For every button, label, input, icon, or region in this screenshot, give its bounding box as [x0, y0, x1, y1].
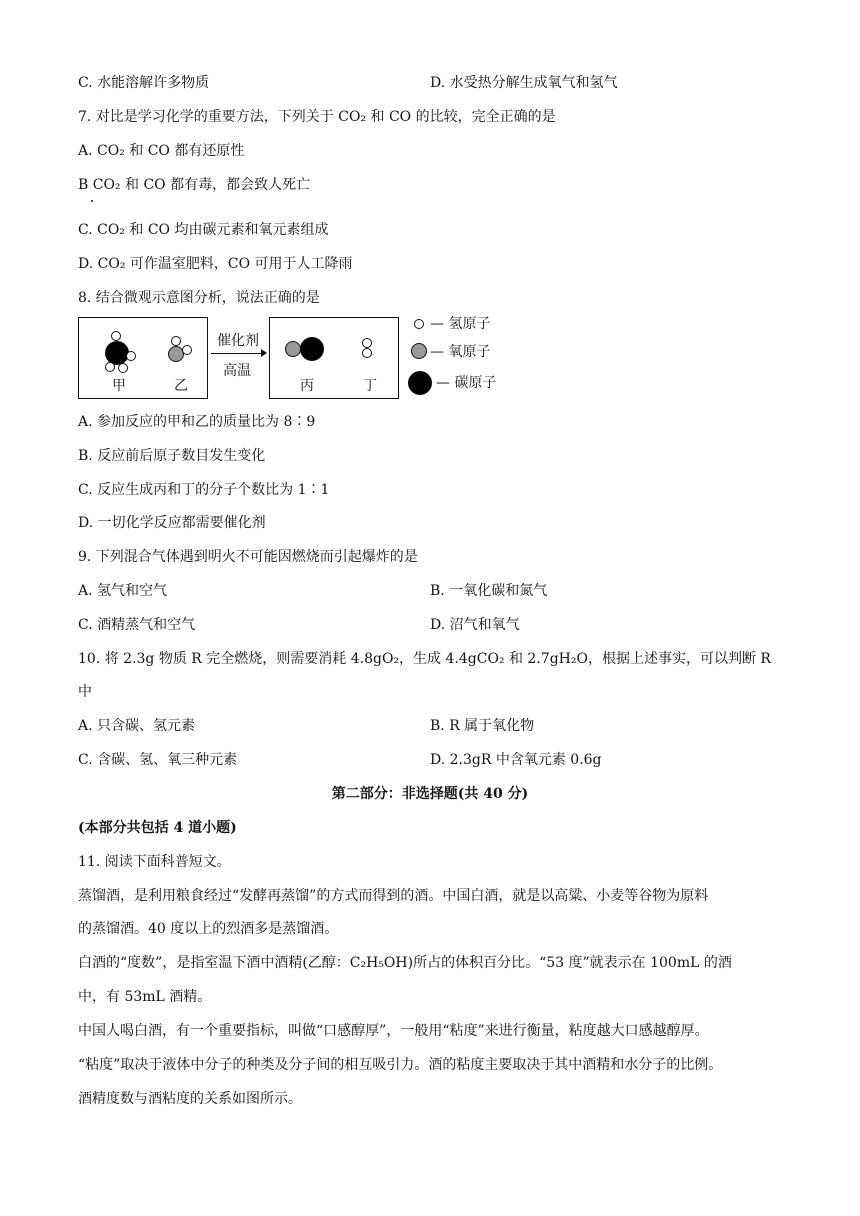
q8-stem: 8. 结合微观示意图分析，说法正确的是 — [78, 290, 320, 306]
q11-paragraph2-line2: 中，有 53mL 酒精。 — [78, 989, 212, 1005]
q7-stem: 7. 对比是学习化学的重要方法，下列关于 CO₂ 和 CO 的比较，完全正确的是 — [78, 109, 556, 125]
q9-option-c: C. 酒精蒸气和空气 — [78, 617, 196, 633]
carbon-atom — [300, 337, 324, 361]
legend-carbon-icon — [408, 371, 432, 395]
reaction-diagram — [78, 315, 518, 400]
legend-oxygen-label: — 氧原子 — [430, 344, 491, 360]
hydrogen-atom — [126, 351, 136, 361]
q8-option-d: D. 一切化学反应都需要催化剂 — [78, 515, 266, 531]
q10-option-a: A. 只含碳、氢元素 — [78, 718, 196, 734]
q11-paragraph3-line3: 酒精度数与酒粘度的关系如图所示。 — [78, 1091, 302, 1107]
q6-option-d: D. 水受热分解生成氧气和氢气 — [430, 75, 618, 91]
oxygen-atom — [285, 341, 301, 357]
q7-option-c: C. CO₂ 和 CO 均由碳元素和氧元素组成 — [78, 222, 329, 238]
q9-option-d: D. 沼气和氧气 — [430, 617, 520, 633]
q7-option-d: D. CO₂ 可作温室肥料，CO 可用于人工降雨 — [78, 256, 353, 272]
label-ding: 丁 — [363, 378, 377, 394]
label-yi: 乙 — [174, 378, 188, 394]
q9-option-b: B. 一氧化碳和氮气 — [430, 583, 548, 599]
reaction-arrow — [211, 353, 265, 354]
q10-option-d: D. 2.3gR 中含氧元素 0.6g — [430, 752, 602, 768]
q6-option-c: C. 水能溶解许多物质 — [78, 75, 210, 91]
legend-hydrogen-icon — [414, 319, 424, 329]
products-box — [269, 317, 399, 399]
q8-option-b: B. 反应前后原子数目发生变化 — [78, 448, 266, 464]
q10-option-b: B. R 属于氧化物 — [430, 718, 535, 734]
hydrogen-atom — [362, 348, 372, 358]
q11-paragraph1-line2: 的蒸馏酒。40 度以上的烈酒多是蒸馏酒。 — [78, 921, 339, 937]
hydrogen-atom — [171, 336, 181, 346]
part2-title: 第二部分：非选择题(共 40 分) — [331, 786, 529, 802]
legend-carbon-label: — 碳原子 — [436, 375, 497, 391]
label-jia: 甲 — [112, 378, 126, 394]
legend-hydrogen-label: — 氢原子 — [430, 316, 491, 332]
label-bing: 丙 — [300, 378, 314, 394]
hydrogen-atom — [105, 362, 115, 372]
q9-option-a: A. 氢气和空气 — [78, 583, 168, 599]
q11-stem: 11. 阅读下面科普短文。 — [78, 854, 231, 870]
q10-stem-line1: 10. 将 2.3g 物质 R 完全燃烧，则需要消耗 4.8gO₂，生成 4.4gCO₂ 和 2.7gH₂O，根据上述事实，可以判断 R — [78, 651, 771, 667]
hydrogen-atom — [362, 338, 372, 348]
part2-subtitle: (本部分共包括 4 道小题) — [78, 820, 237, 836]
q7-option-a: A. CO₂ 和 CO 都有还原性 — [78, 143, 245, 159]
legend-oxygen-icon — [411, 343, 427, 359]
arrow-condition-catalyst: 催化剂 — [217, 333, 259, 349]
reactants-box — [78, 317, 208, 399]
stray-dot — [91, 200, 93, 202]
arrow-condition-heat: 高温 — [223, 363, 251, 379]
q11-paragraph3-line2: “粘度”取决于液体中分子的种类及分子间的相互吸引力。酒的粘度主要取决于其中酒精和水分子的比例。 — [78, 1057, 723, 1073]
hydrogen-atom — [118, 363, 128, 373]
q8-option-c: C. 反应生成丙和丁的分子个数比为 1∶1 — [78, 482, 330, 498]
hydrogen-atom — [182, 345, 192, 355]
q11-paragraph1-line1: 蒸馏酒，是利用粮食经过“发酵再蒸馏”的方式而得到的酒。中国白酒，就是以高粱、小麦等谷物为原料 — [78, 888, 709, 904]
q10-stem-line2: 中 — [78, 684, 92, 700]
hydrogen-atom — [111, 331, 121, 341]
q7-option-b: B CO₂ 和 CO 都有毒，都会致人死亡 — [78, 177, 311, 193]
q8-option-a: A. 参加反应的甲和乙的质量比为 8∶9 — [78, 414, 316, 430]
q11-paragraph2-line1: 白酒的“度数”，是指室温下酒中酒精(乙醇：C₂H₅OH)所占的体积百分比。“53 度”就表示在 100mL 的酒 — [78, 955, 732, 971]
q10-option-c: C. 含碳、氢、氧三种元素 — [78, 752, 238, 768]
arrow-head — [261, 349, 267, 357]
q9-stem: 9. 下列混合气体遇到明火不可能因燃烧而引起爆炸的是 — [78, 549, 418, 565]
q11-paragraph3-line1: 中国人喝白酒，有一个重要指标，叫做“口感醇厚”，一般用“粘度”来进行衡量，粘度越大口感越醇厚。 — [78, 1023, 709, 1039]
